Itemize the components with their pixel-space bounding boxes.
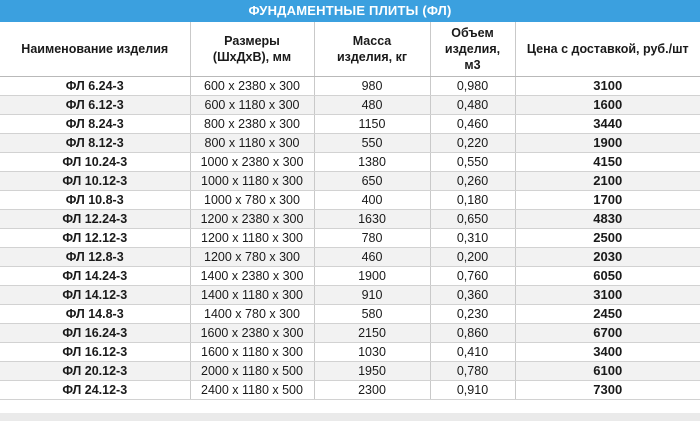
cell-name: ФЛ 16.12-3	[0, 343, 190, 362]
cell-volume: 0,460	[430, 115, 515, 134]
cell-price: 2100	[515, 172, 700, 191]
cell-volume: 0,760	[430, 267, 515, 286]
cell-name: ФЛ 10.24-3	[0, 153, 190, 172]
header-size: Размеры (ШхДхВ), мм	[190, 22, 314, 77]
cell-name: ФЛ 12.24-3	[0, 210, 190, 229]
table-row	[0, 286, 700, 305]
cell-price: 4830	[515, 210, 700, 229]
table-row	[0, 229, 700, 248]
cell-size: 1200 х 1180 х 300	[190, 229, 314, 248]
cell-size: 1600 х 2380 х 300	[190, 324, 314, 343]
table-row	[0, 191, 700, 210]
cell-volume: 0,360	[430, 286, 515, 305]
cell-mass: 1950	[314, 362, 430, 381]
table-title: ФУНДАМЕНТНЫЕ ПЛИТЫ (ФЛ)	[0, 0, 700, 22]
cell-mass: 650	[314, 172, 430, 191]
cell-size: 600 х 2380 х 300	[190, 77, 314, 96]
cell-name: ФЛ 14.24-3	[0, 267, 190, 286]
cell-volume: 0,180	[430, 191, 515, 210]
cell-size: 600 х 1180 х 300	[190, 96, 314, 115]
table-row	[0, 153, 700, 172]
cell-size: 800 х 1180 х 300	[190, 134, 314, 153]
price-table	[0, 22, 700, 400]
cell-volume: 0,200	[430, 248, 515, 267]
cell-price: 2500	[515, 229, 700, 248]
header-price: Цена с доставкой, руб./шт	[515, 22, 700, 77]
cell-price: 1600	[515, 96, 700, 115]
cell-price: 6100	[515, 362, 700, 381]
table-row	[0, 362, 700, 381]
table-row	[0, 267, 700, 286]
cell-volume: 0,310	[430, 229, 515, 248]
cell-size: 2000 х 1180 х 500	[190, 362, 314, 381]
cell-mass: 1630	[314, 210, 430, 229]
cell-price: 3400	[515, 343, 700, 362]
cell-price: 7300	[515, 381, 700, 400]
cell-size: 1200 х 2380 х 300	[190, 210, 314, 229]
header-name: Наименование изделия	[0, 22, 190, 77]
cell-name: ФЛ 12.12-3	[0, 229, 190, 248]
cell-volume: 0,980	[430, 77, 515, 96]
cell-size: 1400 х 780 х 300	[190, 305, 314, 324]
cell-volume: 0,220	[430, 134, 515, 153]
cell-name: ФЛ 8.24-3	[0, 115, 190, 134]
cell-name: ФЛ 24.12-3	[0, 381, 190, 400]
cell-price: 3100	[515, 286, 700, 305]
cell-mass: 550	[314, 134, 430, 153]
cell-price: 6050	[515, 267, 700, 286]
cell-size: 1200 х 780 х 300	[190, 248, 314, 267]
cell-mass: 580	[314, 305, 430, 324]
cell-price: 1900	[515, 134, 700, 153]
cell-mass: 2300	[314, 381, 430, 400]
cell-name: ФЛ 14.12-3	[0, 286, 190, 305]
footer-strip	[0, 413, 700, 421]
table-row	[0, 134, 700, 153]
table-row	[0, 381, 700, 400]
cell-volume: 0,780	[430, 362, 515, 381]
cell-price: 6700	[515, 324, 700, 343]
cell-size: 1400 х 2380 х 300	[190, 267, 314, 286]
header-mass: Масса изделия, кг	[314, 22, 430, 77]
cell-mass: 780	[314, 229, 430, 248]
cell-mass: 400	[314, 191, 430, 210]
table-row	[0, 305, 700, 324]
cell-size: 1000 х 780 х 300	[190, 191, 314, 210]
cell-size: 1400 х 1180 х 300	[190, 286, 314, 305]
cell-mass: 480	[314, 96, 430, 115]
table-row	[0, 172, 700, 191]
cell-name: ФЛ 12.8-3	[0, 248, 190, 267]
table-row	[0, 210, 700, 229]
header-row	[0, 22, 700, 77]
cell-mass: 1030	[314, 343, 430, 362]
cell-volume: 0,410	[430, 343, 515, 362]
cell-name: ФЛ 6.12-3	[0, 96, 190, 115]
cell-size: 1600 х 1180 х 300	[190, 343, 314, 362]
cell-price: 1700	[515, 191, 700, 210]
cell-volume: 0,910	[430, 381, 515, 400]
cell-mass: 1900	[314, 267, 430, 286]
cell-mass: 1150	[314, 115, 430, 134]
cell-name: ФЛ 20.12-3	[0, 362, 190, 381]
cell-mass: 1380	[314, 153, 430, 172]
table-row	[0, 77, 700, 96]
cell-size: 1000 х 1180 х 300	[190, 172, 314, 191]
cell-mass: 460	[314, 248, 430, 267]
cell-name: ФЛ 10.12-3	[0, 172, 190, 191]
cell-name: ФЛ 16.24-3	[0, 324, 190, 343]
cell-volume: 0,230	[430, 305, 515, 324]
cell-size: 2400 х 1180 х 500	[190, 381, 314, 400]
cell-price: 3440	[515, 115, 700, 134]
cell-volume: 0,550	[430, 153, 515, 172]
header-volume: Объем изделия, м3	[430, 22, 515, 77]
cell-volume: 0,480	[430, 96, 515, 115]
table-row	[0, 343, 700, 362]
table-row	[0, 324, 700, 343]
cell-volume: 0,860	[430, 324, 515, 343]
cell-volume: 0,260	[430, 172, 515, 191]
cell-name: ФЛ 14.8-3	[0, 305, 190, 324]
table-row	[0, 248, 700, 267]
cell-price: 2030	[515, 248, 700, 267]
cell-volume: 0,650	[430, 210, 515, 229]
cell-price: 4150	[515, 153, 700, 172]
cell-price: 2450	[515, 305, 700, 324]
cell-mass: 910	[314, 286, 430, 305]
cell-name: ФЛ 8.12-3	[0, 134, 190, 153]
table-row	[0, 115, 700, 134]
table-row	[0, 96, 700, 115]
cell-name: ФЛ 6.24-3	[0, 77, 190, 96]
cell-name: ФЛ 10.8-3	[0, 191, 190, 210]
cell-price: 3100	[515, 77, 700, 96]
cell-mass: 2150	[314, 324, 430, 343]
cell-size: 800 х 2380 х 300	[190, 115, 314, 134]
cell-size: 1000 х 2380 х 300	[190, 153, 314, 172]
cell-mass: 980	[314, 77, 430, 96]
